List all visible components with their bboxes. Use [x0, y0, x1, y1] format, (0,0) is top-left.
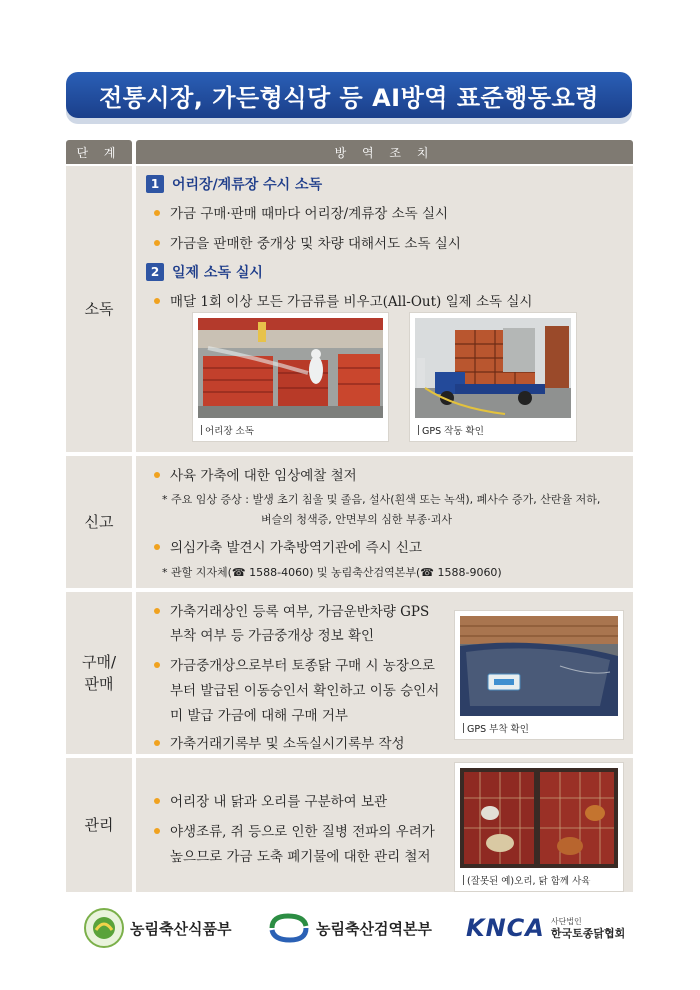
- section-title: 어리장/계류장 수시 소독: [172, 177, 323, 193]
- header-step: 단 계: [66, 140, 132, 164]
- page-title: 전통시장, 가든형식당 등 AI방역 표준행동요령: [66, 72, 632, 118]
- table-row-management: [66, 758, 633, 892]
- table-header: [66, 140, 633, 164]
- footer-org-mafra: [84, 908, 231, 948]
- action-cell: [136, 456, 633, 588]
- org-name: 농림축산검역본부: [316, 919, 432, 938]
- org-name: 한국토종닭협회: [550, 927, 626, 940]
- photo-gps-check: [409, 312, 577, 442]
- qia-logo-icon: [268, 912, 310, 944]
- photo-caption: GPS 작동 확인: [418, 423, 484, 437]
- bullet-dot: [154, 298, 160, 304]
- photo-caption: GPS 부착 확인: [463, 721, 529, 735]
- list-item: 가금을 판매한 중개상 및 차량 대해서도 소독 실시: [154, 232, 461, 252]
- table-row-disinfection: [66, 166, 633, 452]
- header-action: 방 역 조 치: [136, 140, 633, 164]
- section-heading: [146, 174, 322, 194]
- action-cell: [136, 592, 633, 754]
- section-title: 일제 소독 실시: [172, 265, 263, 281]
- gps-attached-image: [460, 616, 618, 716]
- list-item-continuation: 높으므로 가금 도축 폐기물에 대한 관리 철저: [170, 849, 431, 865]
- note-text: * 주요 임상 증상 : 발생 초기 침울 및 졸음, 설사(흰색 또는 녹색), 폐사수 증가, 산란율 저하,: [162, 493, 601, 506]
- table-row-purchase: [66, 592, 633, 754]
- bullet-dot: [154, 662, 160, 668]
- list-item: 어리장 내 닭과 오리를 구분하여 보관: [154, 790, 387, 810]
- list-item: 야생조류, 쥐 등으로 인한 질병 전파의 우려가: [154, 820, 435, 840]
- table-row-report: [66, 456, 633, 588]
- bullet-dot: [154, 544, 160, 550]
- list-item: 매달 1회 이상 모든 가금류를 비우고(All-Out) 일제 소독 실시: [154, 290, 532, 310]
- bullet-dot: [154, 608, 160, 614]
- list-item: 가금중개상으로부터 토종닭 구매 시 농장으로: [154, 654, 435, 674]
- knca-text: [551, 916, 625, 940]
- bullet-dot: [154, 240, 160, 246]
- step-label: 신고: [66, 456, 132, 588]
- bullet-dot: [154, 210, 160, 216]
- list-item: 가금 구매·판매 때마다 어리장/계류장 소독 실시: [154, 202, 448, 222]
- list-item-continuation: 미 발급 가금에 대해 구매 거부: [170, 708, 348, 724]
- bullet-dot: [154, 740, 160, 746]
- photo-gps-attach: [454, 610, 624, 740]
- photo-cage-disinfection: [192, 312, 389, 442]
- section-heading: [146, 262, 263, 282]
- step-label: 구매/ 판매: [66, 592, 132, 754]
- duck-chicken-cage-image: [460, 768, 618, 868]
- knca-subtitle: 사단법인: [550, 917, 582, 926]
- step-label: 관리: [66, 758, 132, 892]
- section-number: 2: [146, 263, 164, 281]
- bullet-dot: [154, 472, 160, 478]
- list-item: 사육 가축에 대한 임상예찰 철저: [154, 464, 357, 484]
- footer-org-knca: [466, 908, 625, 948]
- bullet-dot: [154, 798, 160, 804]
- action-cell: [136, 166, 633, 452]
- action-cell: [136, 758, 633, 892]
- bullet-dot: [154, 828, 160, 834]
- mafra-logo-icon: [84, 908, 124, 948]
- note-text: * 관할 지자체(☎ 1588-4060) 및 농림축산검역본부(☎ 1588-9060): [162, 566, 502, 579]
- list-item: 가축거래상인 등록 여부, 가금운반차량 GPS: [154, 600, 429, 620]
- step-label: 소독: [66, 166, 132, 452]
- footer-org-qia: [268, 908, 432, 948]
- note-text: 벼슬의 청색증, 안면부의 심한 부종·괴사: [261, 513, 452, 526]
- list-item-continuation: 부터 발급된 이동승인서 확인하고 이동 승인서: [170, 683, 440, 699]
- knca-logo: KNCA: [466, 914, 545, 942]
- photo-wrong-example: [454, 762, 624, 892]
- truck-image: [415, 318, 571, 418]
- list-item-continuation: 부착 여부 등 가금중개상 정보 확인: [170, 628, 375, 644]
- list-item: 의심가축 발견시 가축방역기관에 즉시 신고: [154, 536, 422, 556]
- title-banner: [66, 72, 632, 124]
- org-name: 농림축산식품부: [130, 919, 232, 938]
- photo-caption: 어리장 소독: [201, 423, 254, 437]
- section-number: 1: [146, 175, 164, 193]
- photo-caption: (잘못된 예)오리, 닭 함께 사육: [463, 873, 590, 887]
- list-item: 가축거래기록부 및 소독실시기록부 작성: [154, 732, 405, 752]
- cage-disinfection-image: [198, 318, 383, 418]
